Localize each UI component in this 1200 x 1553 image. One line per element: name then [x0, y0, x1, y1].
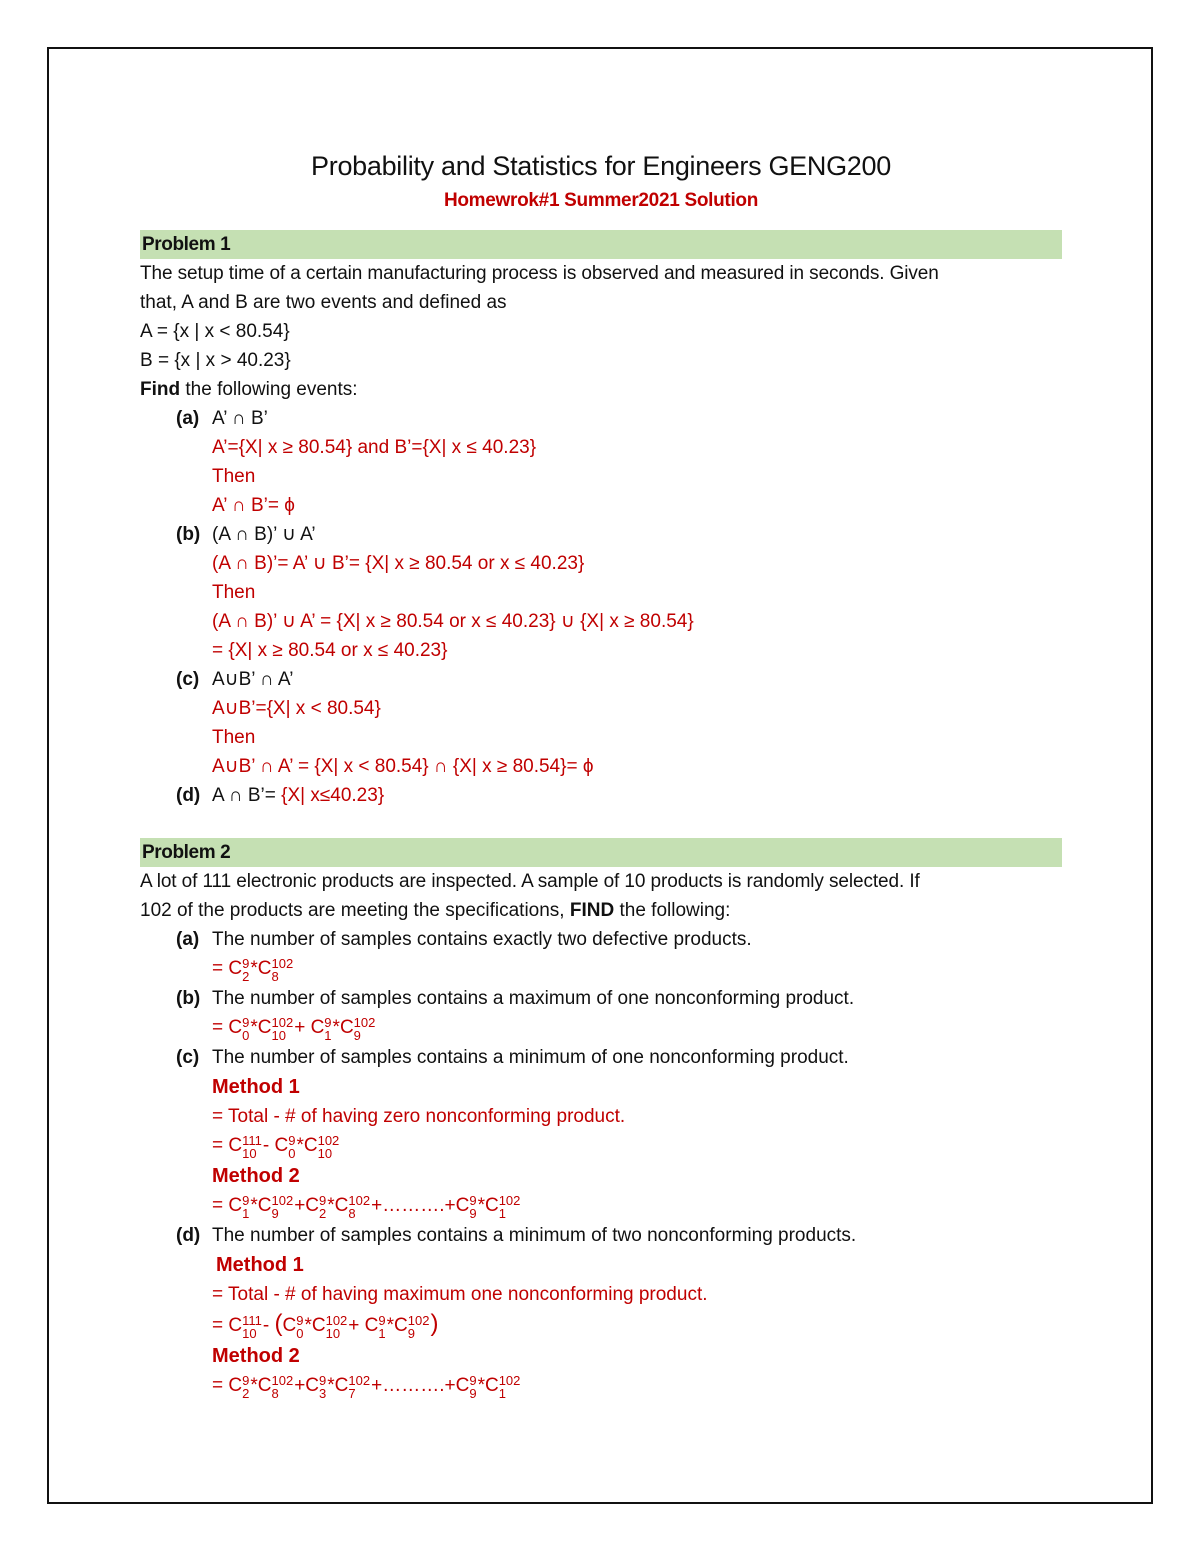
- combination-term: C 102 10: [257, 1015, 294, 1043]
- times-sign: *: [477, 1375, 485, 1396]
- combination-term: C 9 1: [310, 1015, 332, 1043]
- combination-term: C 102 1: [484, 1373, 521, 1401]
- part-label: (a): [176, 408, 200, 429]
- problem1-intro-line2: that, A and B are two events and defined as: [140, 292, 507, 313]
- p2-part-d-method1-text: = Total - # of having maximum one nonconforming product.: [212, 1284, 708, 1305]
- p2-part-b-question: [140, 984, 1062, 1013]
- intro-post: the following:: [614, 900, 731, 921]
- part-label: (d): [176, 785, 201, 806]
- p2-part-d-method1-formula: [140, 1309, 1062, 1341]
- problem1-heading: Problem 1: [140, 230, 1062, 259]
- problem2-heading: Problem 2: [140, 838, 1062, 867]
- times-sign: *: [250, 1017, 258, 1038]
- combination-term: C 9 2: [228, 1373, 250, 1401]
- times-sign: *: [332, 1017, 340, 1038]
- p2-part-b-answer: [140, 1013, 1062, 1043]
- right-paren: ): [430, 1310, 439, 1337]
- equals-sign: =: [212, 1315, 229, 1336]
- combination-term: C 9 0: [274, 1133, 296, 1161]
- event-a-definition: A = {x | x < 80.54}: [140, 321, 290, 342]
- p1-part-a-answer1: A’={X| x ≥ 80.54} and B’={X| x ≤ 40.23}: [212, 437, 537, 458]
- part-question: The number of samples contains a minimum of one nonconforming product.: [212, 1047, 849, 1068]
- p2-part-c-method1-formula: [140, 1131, 1062, 1161]
- minus-sign: -: [262, 1135, 275, 1156]
- combination-term: C 9 0: [282, 1313, 304, 1341]
- part-label: (c): [176, 669, 200, 690]
- combination-term: C 102 9: [394, 1313, 430, 1341]
- combination-term: C 102 9: [339, 1015, 376, 1043]
- combination-term: C 102 10: [303, 1133, 340, 1161]
- combination-term: C 111 10: [228, 1133, 262, 1161]
- times-sign: *: [250, 1375, 258, 1396]
- times-sign: *: [386, 1315, 395, 1336]
- part-question: A ∩ B’=: [212, 785, 282, 806]
- p1-part-b-answer3: = {X| x ≥ 80.54 or x ≤ 40.23}: [212, 640, 448, 661]
- intro-pre: 102 of the products are meeting the specifications,: [140, 900, 570, 921]
- part-question: (A ∩ B)’ ∪ A’: [212, 524, 316, 545]
- plus-sign: +: [294, 1375, 306, 1396]
- p1-part-b-then: Then: [212, 582, 256, 603]
- left-paren: (: [274, 1310, 283, 1337]
- times-sign: *: [304, 1315, 312, 1336]
- combination-term: C 102 1: [484, 1193, 521, 1221]
- problem2-intro-line1: A lot of 111 electronic products are inspected. A sample of 10 products is randomly selected. If: [140, 871, 920, 892]
- document-title: Probability and Statistics for Engineers GENG200: [311, 151, 891, 181]
- part-label: (c): [176, 1047, 200, 1068]
- part-label: (d): [176, 1225, 201, 1246]
- problem1-intro-line1: The setup time of a certain manufacturing process is observed and measured in seconds. Given: [140, 263, 939, 284]
- p2-part-d-question: [140, 1221, 1062, 1250]
- p1-part-b-answer1: (A ∩ B)’= A’ ∪ B’= {X| x ≥ 80.54 or x ≤ 40.23}: [212, 553, 585, 574]
- combination-term: C 9 1: [228, 1193, 250, 1221]
- equals-sign: =: [212, 1375, 229, 1396]
- times-sign: *: [250, 1195, 258, 1216]
- event-b-definition: B = {x | x > 40.23}: [140, 350, 291, 371]
- p1-part-b-answer2: (A ∩ B)’ ∪ A’ = {X| x ≥ 80.54 or x ≤ 40.23} ∪ {X| x ≥ 80.54}: [212, 611, 694, 632]
- part-question: A’ ∩ B’: [212, 408, 268, 429]
- p1-part-a-answer2: A’ ∩ B’= ϕ: [212, 495, 295, 516]
- plus-sign: +: [294, 1195, 306, 1216]
- part-question: A∪B’ ∩ A’: [212, 669, 294, 690]
- equals-sign: =: [212, 1017, 229, 1038]
- plus-sign: +: [348, 1315, 365, 1336]
- p2-part-a-question: [140, 925, 1062, 954]
- p1-part-d-question: [140, 781, 1062, 810]
- combination-term: C 9 9: [455, 1193, 477, 1221]
- p2-part-a-answer: [140, 954, 1062, 984]
- minus-sign: -: [262, 1315, 275, 1336]
- part-question: The number of samples contains a maximum of one nonconforming product.: [212, 988, 855, 1009]
- p1-part-c-then: Then: [212, 727, 256, 748]
- times-sign: *: [327, 1195, 335, 1216]
- find-word: Find: [140, 379, 181, 400]
- p2-part-c-method2-heading: Method 2: [212, 1165, 300, 1187]
- combination-term: C 102 8: [334, 1193, 371, 1221]
- part-label: (b): [176, 988, 201, 1009]
- combination-term: C 9 1: [364, 1313, 386, 1341]
- p2-part-d-method1-heading: Method 1: [216, 1254, 304, 1276]
- find-word: FIND: [569, 900, 615, 921]
- combination-term: C 102 8: [257, 1373, 294, 1401]
- part-question: The number of samples contains exactly two defective products.: [212, 929, 752, 950]
- p1-part-a-question: [140, 404, 1062, 433]
- combination-term: C 9 2: [305, 1193, 327, 1221]
- p2-part-d-method2-formula: [140, 1371, 1062, 1401]
- p1-part-a-then: Then: [212, 466, 256, 487]
- p2-part-c-method2-formula: [140, 1191, 1062, 1221]
- p2-part-c-question: [140, 1043, 1062, 1072]
- combination-term: C 9 9: [455, 1373, 477, 1401]
- p1-part-c-answer1: A∪B’={X| x < 80.54}: [212, 698, 381, 719]
- times-sign: *: [477, 1195, 485, 1216]
- p1-part-c-question: [140, 665, 1062, 694]
- equals-sign: =: [212, 1195, 229, 1216]
- find-rest: the following events:: [180, 379, 358, 400]
- combination-term: C 102 7: [334, 1373, 371, 1401]
- p1-part-d-answer: {X| x≤40.23}: [281, 785, 385, 806]
- times-sign: *: [250, 958, 258, 979]
- times-sign: *: [327, 1375, 335, 1396]
- part-label: (a): [176, 929, 200, 950]
- times-sign: *: [296, 1135, 304, 1156]
- combination-term: C 111 10: [228, 1313, 262, 1341]
- p1-part-c-answer2: A∪B’ ∩ A’ = {X| x < 80.54} ∩ {X| x ≥ 80.54}= ϕ: [212, 756, 594, 777]
- combination-term: C 9 2: [228, 956, 250, 984]
- ellipsis-plus: +……….+: [371, 1195, 456, 1216]
- plus-sign: +: [294, 1017, 311, 1038]
- combination-term: C 9 0: [228, 1015, 250, 1043]
- combination-term: C 9 3: [305, 1373, 327, 1401]
- ellipsis-plus: +……….+: [371, 1375, 456, 1396]
- find-instruction: [140, 375, 1062, 404]
- problem2-intro-line2: [140, 896, 1062, 925]
- combination-term: C 102 10: [311, 1313, 348, 1341]
- part-question: The number of samples contains a minimum of two nonconforming products.: [212, 1225, 857, 1246]
- p1-part-b-question: [140, 520, 1062, 549]
- equals-sign: =: [212, 958, 229, 979]
- part-label: (b): [176, 524, 201, 545]
- p2-part-d-method2-heading: Method 2: [212, 1345, 300, 1367]
- p2-part-c-method1-text: = Total - # of having zero nonconforming product.: [212, 1106, 626, 1127]
- section-gap: [140, 810, 1062, 838]
- document-body: [140, 138, 1062, 1401]
- document-subtitle: Homewrok#1 Summer2021 Solution: [443, 190, 759, 211]
- equals-sign: =: [212, 1135, 229, 1156]
- combination-term: C 102 8: [257, 956, 294, 984]
- combination-term: C 102 9: [257, 1193, 294, 1221]
- p2-part-c-method1-heading: Method 1: [212, 1076, 300, 1098]
